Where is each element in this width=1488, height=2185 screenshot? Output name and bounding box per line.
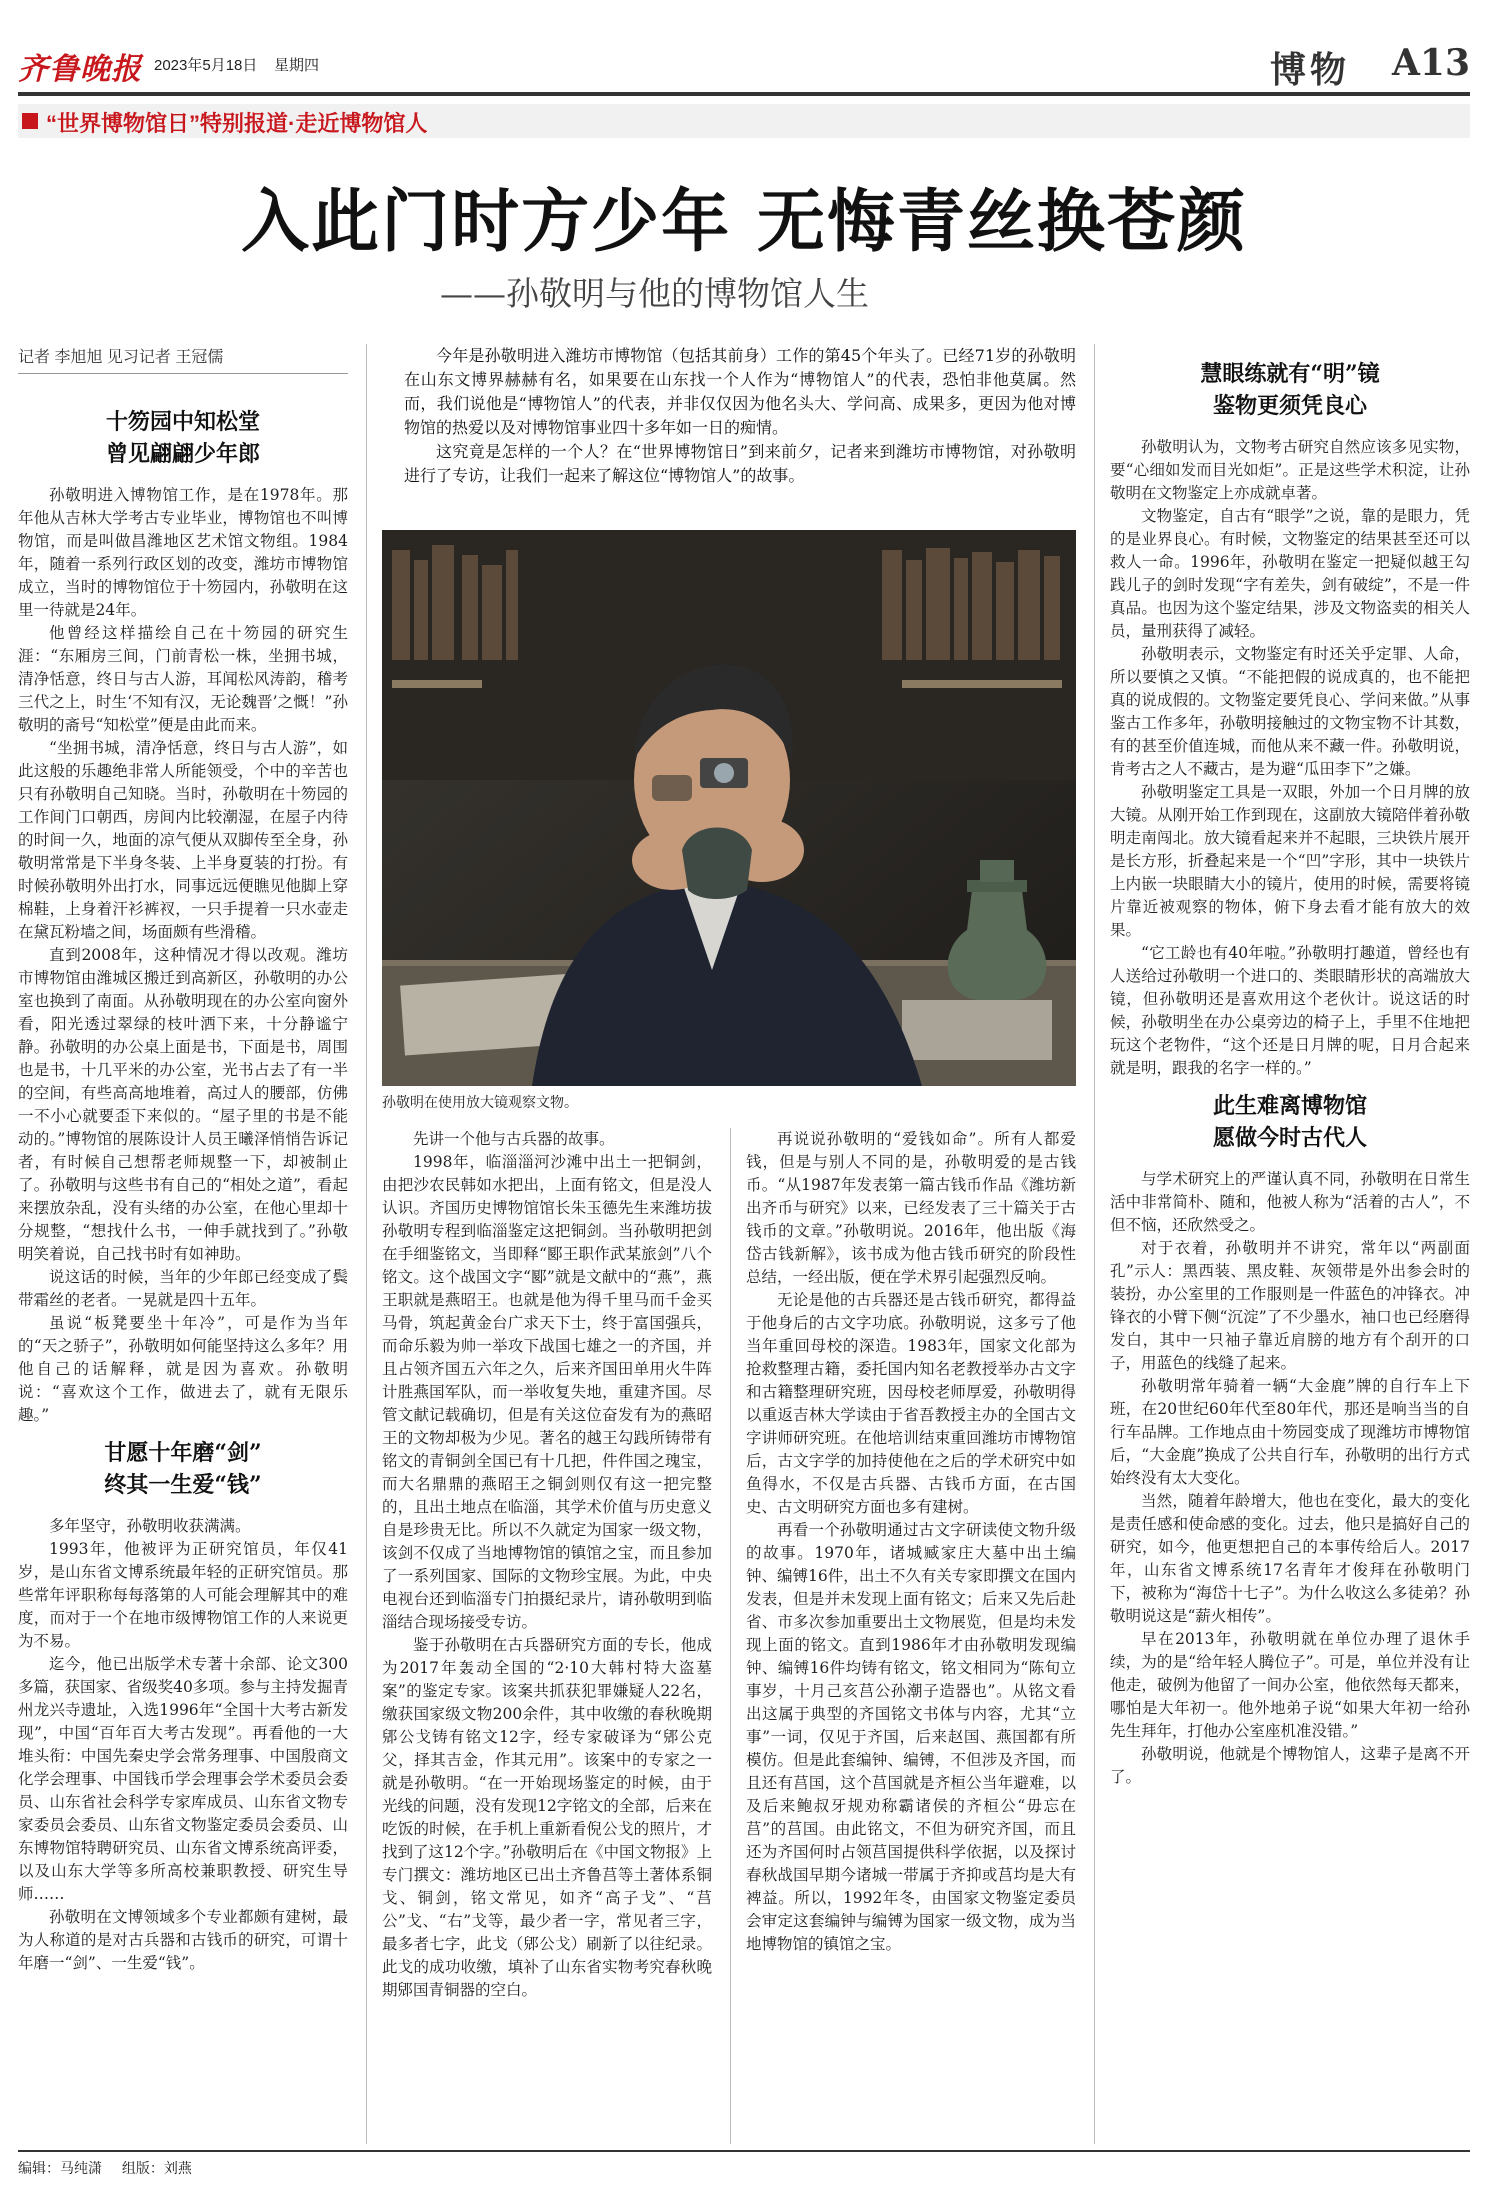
section-heading	[1110, 1090, 1470, 1154]
article-column-1	[18, 396, 348, 2146]
section-heading-line: 慧眼练就有“明”镜	[1200, 361, 1380, 387]
section-heading	[1110, 358, 1470, 422]
article-title: 入此门时方少年 无悔青丝换苍颜	[241, 182, 1247, 262]
column-divider	[1094, 344, 1095, 2144]
red-square-icon	[22, 113, 38, 129]
section-heading	[18, 1437, 348, 1501]
section-heading-line: 鉴物更须凭良心	[1212, 393, 1367, 419]
paragraph: 他曾经这样描绘自己在十笏园的研究生涯：“东厢房三间，门前青松一株，坐拥书城，清净恬意，终日与古人游，耳闻松风涛韵，稽考三代之上，时生‘不知有汉，无论魏晋’之慨！”孙敬明的斋号“知松堂”便是由此而来。	[18, 624, 348, 734]
lead-paragraph: 今年是孙敬明进入潍坊市博物馆（包括其前身）工作的第45个年头了。已经71岁的孙敬明在山东文博界赫赫有名，如果要在山东找一个人作为“博物馆人”的代表，恐怕非他莫属。然而，我们说他是“博物馆人”的代表，并非仅仅因为他名头大、学问高、成果多，更因为他对博物馆的热爱以及对博物馆事业四十多年如一日的痴情。	[404, 346, 1076, 437]
paragraph: 1998年，临淄淄河沙滩中出土一把铜剑，由把沙农民韩如水把出，上面有铭文，但是没人认识。齐国历史博物馆馆长朱玉德先生来潍坊拔孙敬明专程到临淄鉴定这把铜剑。当孙敬明把剑在手细鉴铭文，当即释“郾王职作武某旅剑”八个铭文。这个战国文字“郾”就是文献中的“燕”，燕王职就是燕昭王。也就是他为得千里马而千金买马骨，筑起黄金台广求天下士，终于富国强兵，而命乐毅为帅一举攻下战国七雄之一的齐国，并且占领齐国五六年之久，后来齐国田单用火牛阵计胜燕国军队，而一举收复失地，重建齐国。尽管文献记载确切，但是有关这位奋发有为的燕昭王的文物却极为少见。著名的越王勾践所铸带有铭文的青铜剑全国已有十几把，件件国之瑰宝，而大名鼎鼎的燕昭王之铜剑则仅有这一把完整的，且出土地点在临淄，其学术价值与历史意义自是珍贵无比。所以不久就定为国家一级文物，该剑不仅成了当地博物馆的镇馆之宝，而且参加了一系列国家、国际的文物珍宝展。为此，中央电视台还到临淄专门拍摄纪录片，请孙敬明到临淄结合现场接受专访。	[382, 1153, 712, 1631]
column-divider	[730, 1128, 731, 2144]
paragraph: 直到2008年，这种情况才得以改观。潍坊市博物馆由潍城区搬迁到高新区，孙敬明的办公室也换到了南面。从孙敬明现在的办公室向窗外看，阳光透过翠绿的枝叶洒下来，十分静谧宁静。孙敬明的办公桌上面是书，下面是书，周围也是书，十几平米的办公室，光书占去了有一半的空间，有些高高地堆着，高过人的腰部，仿佛一不小心就要歪下来似的。“屋子里的书是不能动的。”博物馆的展陈设计人员王曦泽悄悄告诉记者，有时候自己想帮老师规整一下，却被制止了。孙敬明与这些书有自己的“相处之道”，看起来摆放杂乱，没有头绪的办公室，在他心里却十分规整，“想找什么书，一伸手就找到了。”孙敬明笑着说，自己找书时有如神助。	[18, 946, 348, 1263]
paragraph: 孙敬明说，他就是个博物馆人，这辈子是离不开了。	[1110, 1745, 1470, 1786]
masthead	[18, 40, 1470, 90]
paragraph: 早在2013年，孙敬明就在单位办理了退休手续，为的是“给年轻人腾位子”。可是，单位并没有让他走，破例为他留了一间办公室，他依然每天都来，哪怕是大年初一。他外地弟子说“如果大年初一给孙先生拜年，打他办公室座机准没错。”	[1110, 1630, 1470, 1740]
section-heading-line: 终其一生爱“钱”	[104, 1472, 262, 1498]
section-heading-line: 甘愿十年磨“剑”	[104, 1440, 262, 1466]
article-lead	[404, 344, 1076, 488]
special-report-banner	[18, 104, 1470, 138]
article-subtitle: ——孙敬明与他的博物馆人生	[440, 274, 869, 313]
layout-credit: 组版：刘燕	[121, 2160, 192, 2176]
photo-caption: 孙敬明在使用放大镜观察文物。	[382, 1094, 578, 1110]
section-heading-line: 十笏园中知松堂	[105, 409, 260, 435]
lead-paragraph: 这究竟是怎样的一个人？在“世界博物馆日”到来前夕，记者来到潍坊市博物馆，对孙敬明进行了专访，让我们一起来了解这位“博物馆人”的故事。	[404, 442, 1076, 485]
article-photo	[382, 530, 1076, 1086]
section-name: 博物	[1269, 49, 1350, 91]
paragraph: 文物鉴定，自古有“眼学”之说，靠的是眼力，凭的是业界良心。有时候，文物鉴定的结果甚至还可以救人一命。1996年，孙敬明在鉴定一把疑似越王勾践儿子的剑时发现“字有差失，剑有破绽”，不是一件真品。也因为这个鉴定结果，涉及文物盗卖的相关人员，量刑获得了减轻。	[1110, 507, 1470, 640]
paragraph: 鉴于孙敬明在古兵器研究方面的专长，他成为2017年轰动全国的“2·10大韩村特大盗墓案”的鉴定专家。该案共抓获犯罪嫌疑人22名，缴获国家级文物200余件，其中收缴的春秋晚期郳公戈铸有铭文12字，经专家破译为“郳公克父，择其吉金，作其元用”。该案中的专家之一就是孙敬明。“在一开始现场鉴定的时候，由于光线的问题，没有发现12字铭文的全部，后来在吃饭的时候，在手机上重新看倪公戈的照片，才找到了这12个字。”孙敬明后在《中国文物报》上专门撰文：潍坊地区已出土齐鲁莒等土著体系铜戈、铜剑，铭文常见，如齐“高子戈”、“莒公”戈、“右”戈等，最少者一字，常见者三字，最多者七字，此戈（郳公戈）刷新了以往纪录。此戈的成功收缴，填补了山东省实物考究春秋晚期郳国青铜器的空白。	[382, 1636, 712, 1999]
paragraph: 迄今，他已出版学术专著十余部、论文300多篇，获国家、省级奖40多项。参与主持发掘青州龙兴寺遗址，入选1996年“全国十大考古新发现”，中国“百年百大考古发现”。再看他的一大堆头衔：中国先秦史学会常务理事、中国殷商文化学会理事、中国钱币学会理事会学术委员会委员、山东省社会科学专家库成员、山东省文物专家委员会委员、山东省文物鉴定委员会委员、山东博物馆特聘研究员、山东省文博系统高评委，以及山东大学等多所高校兼职教授、研究生导师……	[18, 1655, 348, 1903]
photo-illustration	[382, 530, 1076, 1086]
page-number: A13	[1391, 42, 1470, 84]
paragraph: 当然，随着年龄增大，他也在变化，最大的变化是责任感和使命感的变化。过去，他只是搞好自己的研究，如今，他更想把自己的本事传给后人。2017年，山东省文博系统17名青年才俊拜在孙敬明门下，被称为“海岱十七子”。为什么收这么多徒弟？孙敬明说这是“薪火相传”。	[1110, 1492, 1470, 1625]
issue-weekday: 星期四	[274, 57, 320, 74]
section-heading-line: 曾见翩翩少年郎	[105, 441, 260, 467]
newspaper-logo: 齐鲁晚报	[18, 52, 142, 87]
issue-date: 2023年5月18日	[154, 57, 258, 74]
paragraph: 1993年，他被评为正研究馆员，年仅41岁，是山东省文博系统最年轻的正研究馆员。那些常年评职称每每落第的人可能会理解其中的难度，而对于一个在地市级博物馆工作的人来说更为不易。	[18, 1540, 348, 1650]
paragraph: 无论是他的古兵器还是古钱币研究，都得益于他身后的古文字功底。孙敬明说，这多亏了他当年重回母校的深造。1983年，国家文化部为抢救整理古籍，委托国内知名老教授举办古文字和古籍整理研究班，因母校老师厚爱，孙敬明得以重返吉林大学读由于省吾教授主办的全国古文字讲师研究班。在他培训结束重回潍坊市博物馆后，古文字学的加持使他在之后的学术研究中如鱼得水，不仅是古兵器、古钱币方面，在古国史、古文明研究方面也多有建树。	[746, 1291, 1076, 1516]
banner-text: “世界博物馆日”特别报道·走近博物馆人	[46, 111, 428, 136]
paragraph: 多年坚守，孙敬明收获满满。	[49, 1517, 251, 1535]
paragraph: 孙敬明常年骑着一辆“大金鹿”牌的自行车上下班，在20世纪60年代至80年代，那还是响当当的自行车品牌。工作地点由十笏园变成了现潍坊市博物馆后，“大金鹿”换成了公共自行车，孙敬明的出行方式始终没有太大变化。	[1110, 1377, 1470, 1487]
paragraph: 孙敬明鉴定工具是一双眼，外加一个日月牌的放大镜。从刚开始工作到现在，这副放大镜陪伴着孙敬明走南闯北。放大镜看起来并不起眼，三块铁片展开是长方形，折叠起来是一个“凹”字形，其中一块铁片上内嵌一块眼睛大小的镜片，使用的时候，需要将镜片靠近被观察的物体，俯下身去看才能有放大的效果。	[1110, 783, 1470, 939]
masthead-rule	[18, 92, 1470, 96]
paragraph: 孙敬明表示，文物鉴定有时还关乎定罪、人命，所以要慎之又慎。“不能把假的说成真的，也不能把真的说成假的。文物鉴定要凭良心、学问来做。”从事鉴古工作多年，孙敬明接触过的文物宝物不计其数，有的甚至价值连城，而他从来不藏一件。孙敬明说，肯考古之人不藏古，是为避“瓜田李下”之嫌。	[1110, 645, 1470, 778]
paragraph: 先讲一个他与古兵器的故事。	[413, 1130, 615, 1148]
paragraph: 与学术研究上的严谨认真不同，孙敬明在日常生活中非常简朴、随和，他被人称为“活着的古人”，不但不恼，还欣然受之。	[1110, 1170, 1470, 1234]
paragraph: “坐拥书城，清净恬意，终日与古人游”，如此这般的乐趣绝非常人所能领受，个中的辛苦也只有孙敬明自己知晓。当时，孙敬明在十笏园的工作间门口朝西，房间内比较潮湿，在屋子内待的时间一久，地面的凉气便从双脚传至全身，孙敬明常常是下半身冬装、上半身夏装的打扮。有时候孙敬明外出打水，同事远远便瞧见他脚上穿棉鞋，上身着汗衫裤衩，一只手提着一只水壶走在黛瓦粉墙之间，场面颇有些滑稽。	[18, 739, 348, 941]
article-column-4	[1110, 348, 1470, 2146]
paragraph: 再看一个孙敬明通过古文字研读使文物升级的故事。1970年，诸城臧家庄大墓中出土编钟、编镈16件，出土不久有关专家即撰文在国内发表，但是并未发现上面有铭文；后来又先后赴省、市多次参加重要出土文物展览，但是均未发现上面的铭文。直到1986年才由孙敬明发现编钟、编镈16件均铸有铭文，铭文相同为“陈旬立事岁，十月己亥莒公孙潮子造器也”。从铭文看出这属于典型的齐国铭文书体与内容，尤其“立事”一词，仅见于齐国，后来赵国、燕国都有所模仿。但是此套编钟、编镈，不但涉及齐国，而且还有莒国，这个莒国就是齐桓公当年避难，以及后来鲍叔牙规劝称霸诸侯的齐桓公“毋忘在莒”的莒国。由此铭文，不但为研究齐国，而且还为齐国何时占领莒国提供科学依据，以及探讨春秋战国早期今诸城一带属于齐抑或莒均是大有裨益。所以，1992年冬，由国家文物鉴定委员会审定这套编钟与编镈为国家一级文物，成为当地博物馆的镇馆之宝。	[746, 1521, 1076, 1953]
footer-rule	[18, 2150, 1470, 2152]
footer	[18, 2158, 208, 2178]
paragraph: “它工龄也有40年啦。”孙敬明打趣道，曾经也有人送给过孙敬明一个进口的、类眼睛形状的高端放大镜，但孙敬明还是喜欢用这个老伙计。说这话的时候，孙敬明坐在办公桌旁边的椅子上，手里不住地把玩这个老物件，“这个还是日月牌的呢，日月合起来就是明，跟我的名字一样的。”	[1110, 944, 1470, 1077]
paragraph: 再说说孙敬明的“爱钱如命”。所有人都爱钱，但是与别人不同的是，孙敬明爱的是古钱币。“从1987年发表第一篇古钱币作品《潍坊新出齐币与研究》以来，已经发表了三十篇关于古钱币的文章。”孙敬明说。2016年，他出版《海岱古钱新解》，该书成为他古钱币研究的阶段性总结，一经出版，便在学术界引起强烈反响。	[746, 1130, 1076, 1286]
paragraph: 孙敬明认为，文物考古研究自然应该多见实物，要“心细如发而目光如炬”。正是这些学术积淀，让孙敬明在文物鉴定上亦成就卓著。	[1110, 438, 1470, 502]
paragraph: 对于衣着，孙敬明并不讲究，常年以“两副面孔”示人：黑西装、黑皮鞋、灰领带是外出参会时的装扮，办公室里的工作服则是一件蓝色的冲锋衣。冲锋衣的小臂下侧“沉淀”了不少墨水，袖口也已经磨得发白，其中一只袖子靠近肩膀的地方有个刮开的口子，用蓝色的线缝了起来。	[1110, 1239, 1470, 1372]
paragraph: 说这话的时候，当年的少年郎已经变成了鬓带霜丝的老者。一晃就是四十五年。	[18, 1268, 348, 1309]
article-column-2	[382, 1128, 712, 2146]
paragraph: 孙敬明进入博物馆工作，是在1978年。那年他从吉林大学考古专业毕业，博物馆也不叫博物馆，而是叫做昌潍地区艺术馆文物组。1984年，随着一系列行政区划的改变，潍坊市博物馆成立，当时的博物馆位于十笏园内，孙敬明在这里一待就是24年。	[18, 486, 348, 619]
column-divider	[366, 344, 367, 2144]
section-heading	[18, 406, 348, 470]
paragraph: 孙敬明在文博领域多个专业都颇有建树，最为人称道的是对古兵器和古钱币的研究，可谓十年磨一“剑”、一生爱“钱”。	[18, 1908, 348, 1972]
byline: 记者 李旭旭 见习记者 王冠儒	[18, 344, 348, 374]
paragraph: 虽说“板凳要坐十年冷”，可是作为当年的“天之骄子”，孙敬明如何能坚持这么多年？用他自己的话解释，就是因为喜欢。孙敬明说：“喜欢这个工作，做进去了，就有无限乐趣。”	[18, 1314, 348, 1424]
section-heading-line: 此生难离博物馆	[1212, 1093, 1367, 1119]
editor-credit: 编辑：马纯潇	[18, 2160, 102, 2176]
article-column-3	[746, 1128, 1076, 2146]
section-heading-line: 愿做今时古代人	[1212, 1125, 1367, 1151]
